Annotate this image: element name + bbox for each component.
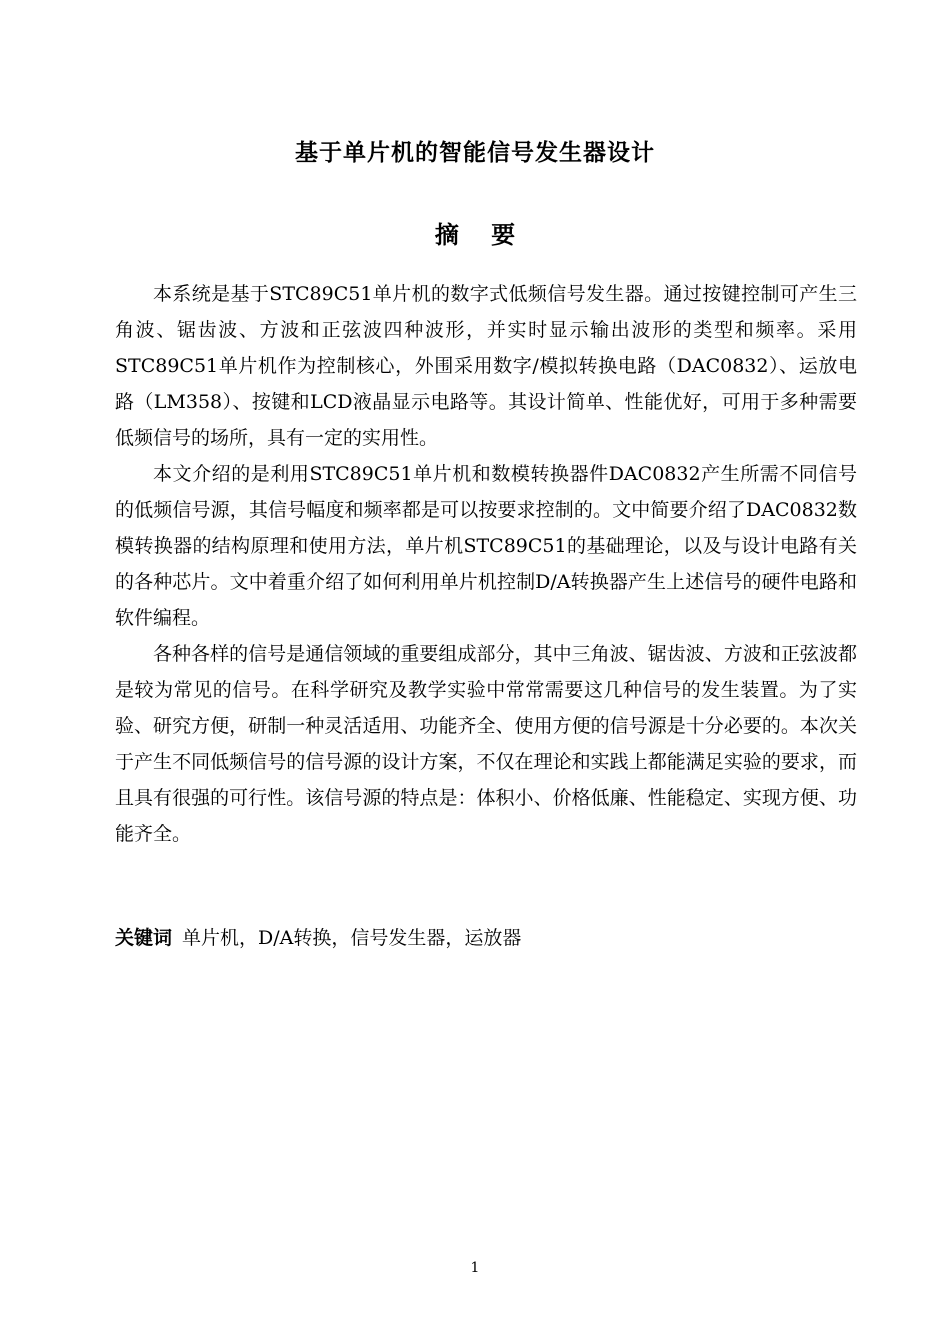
document-title: 基于单片机的智能信号发生器设计 — [295, 140, 655, 166]
keywords-label: 关键词 — [115, 927, 173, 949]
abstract-paragraph: 各种各样的信号是通信领域的重要组成部分，其中三角波、锯齿波、方波和正弦波都是较为常见的信号。在科学研究及教学实验中常常需要这几种信号的发生装置。为了实验、研究方便，研制一种灵活适用、功能齐全、使用方便的信号源是十分必要的。本次关于产生不同低频信号的信号源的设计方案，不仅在理论和实践上都能满足实验的要求，而且具有很强的可行性。该信号源的特点是：体积小、价格低廉、性能稳定、实现方便、功能齐全。 — [115, 643, 857, 845]
abstract-paragraph: 本系统是基于STC89C51单片机的数字式低频信号发生器。通过按键控制可产生三角波、锯齿波、方波和正弦波四种波形，并实时显示输出波形的类型和频率。采用STC89C51单片机作为控制核心，外围采用数字/模拟转换电路（DAC0832）、运放电路（LM358）、按键和LCD液晶显示电路等。其设计简单、性能优好，可用于多种需要低频信号的场所，具有一定的实用性。 — [115, 283, 857, 449]
abstract-body — [115, 276, 857, 852]
keywords-text: 单片机，D/A转换，信号发生器，运放器 — [182, 927, 522, 949]
page-number: 1 — [470, 1260, 480, 1276]
abstract-heading: 摘 要 — [434, 221, 528, 249]
abstract-paragraph: 本文介绍的是利用STC89C51单片机和数模转换器件DAC0832产生所需不同信号的低频信号源，其信号幅度和频率都是可以按要求控制的。文中简要介绍了DAC0832数模转换器的结构原理和使用方法，单片机STC89C51的基础理论，以及与设计电路有关的各种芯片。文中着重介绍了如何利用单片机控制D/A转换器产生上述信号的硬件电路和软件编程。 — [115, 463, 857, 629]
keywords-line — [115, 920, 857, 956]
